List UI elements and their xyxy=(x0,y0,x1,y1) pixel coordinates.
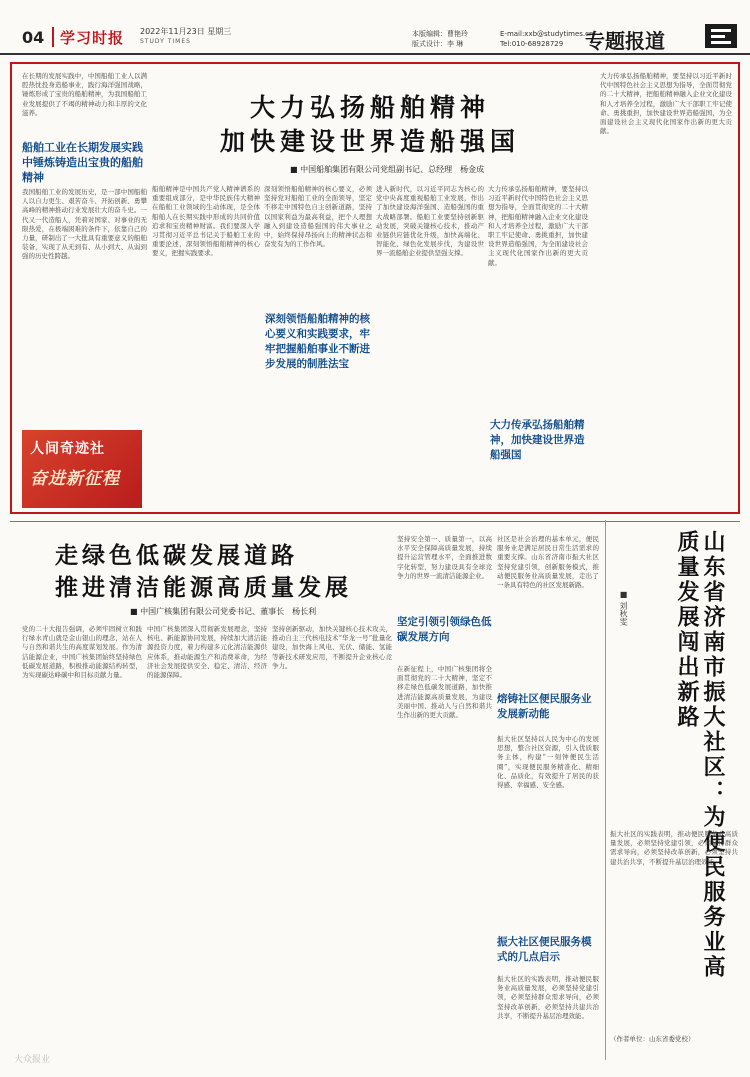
page-number: 04 xyxy=(22,28,45,47)
article3-footer-note: （作者单位：山东省委党校） xyxy=(610,1035,695,1043)
feature-body-6: 大力传承弘扬船舶精神，要坚持以习近平新时代中国特色社会主义思想为指导，全面贯彻党的二十大精神，把船舶精神融入企业文化建设和人才培养全过程，激励广大干部职工牢记使命、勇挑重担，加快建设世界造船强国，为全面建设社会主义现代化国家作出新的更大贡献。 xyxy=(488,185,588,267)
watermark: 大众报业 xyxy=(14,1055,51,1065)
article3-title: 山东省济南市振大社区：为便民服务业高质量发展闯出新路 xyxy=(674,530,726,980)
design-label: 版式设计：李 琳 xyxy=(412,40,464,48)
article3-subhead-2: 振大社区便民服务模式的几点启示 xyxy=(497,936,592,963)
article2-body-1: 党的二十大报告强调，必须牢固树立和践行绿水青山就是金山银山的理念，站在人与自然和谐共生的高度谋划发展。作为清洁能源企业，中国广核集团始终坚持绿色低碳发展道路，积极推动能源结构转型，为实现碳达峰碳中和目标贡献力量。 xyxy=(22,625,142,680)
contact-info xyxy=(500,29,593,49)
article2-body-5: 在新征程上，中国广核集团将全面贯彻党的二十大精神，坚定不移走绿色低碳发展道路，加快推进清洁能源高质量发展，为建设美丽中国、推动人与自然和谐共生作出新的更大贡献。 xyxy=(397,665,492,720)
badge-line2: 奋进新征程 xyxy=(30,469,120,489)
header-separator xyxy=(52,27,54,47)
column-divider xyxy=(605,520,606,1060)
article2-title-line2: 推进清洁能源高质量发展 xyxy=(55,574,352,601)
feature-body-1: 在长期的发展实践中，中国船舶工业人以满腔热忱投身造船事业，践行海洋强国战略，锤炼形成了宝贵的船舶精神，为我国船舶工业发展提供了不竭的精神动力和丰厚的文化滋养。 xyxy=(22,72,147,117)
article2-body-2: 中国广核集团深入贯彻新发展理念，坚持核电、新能源协同发展，持续加大清洁能源投资力度，着力构建多元化清洁能源供应体系，推动能源生产和消费革命，为经济社会发展提供安全、稳定、清洁、经济的能源保障。 xyxy=(147,625,267,680)
feature-subhead-2: 深刻领悟船舶精神的核心要义和实践要求，牢牢把握船舶事业不断进步发展的制胜法宝 xyxy=(265,313,370,370)
article3-body-3: 振大社区的实践表明，推动便民服务业高质量发展，必须坚持党建引领，必须坚持群众需求导向，必须坚持改革创新，必须坚持共建共治共享，不断提升基层治理效能。 xyxy=(497,975,599,1020)
article3-body-3b: 振大社区的实践表明，推动便民服务业高质量发展，必须坚持党建引领，必须坚持群众需求导向，必须坚持改革创新，必须坚持共建共治共享，不断提升基层治理效能。 xyxy=(610,830,738,866)
article3-subhead-1: 熔铸社区便民服务业发展新动能 xyxy=(497,693,592,720)
article3-body-2: 振大社区坚持以人民为中心的发展思想，整合社区资源，引入优质服务主体，构建“一刻钟便民生活圈”，实现便民服务精准化、精细化、品质化，有效提升了居民的获得感、幸福感、安全感。 xyxy=(497,735,599,790)
feature-subhead-3: 大力传承弘扬船舶精神，加快建设世界造船强国 xyxy=(490,419,585,461)
article3-author: ■ 刘秋雯 xyxy=(619,590,628,626)
article3-body-1: 社区是社会治理的基本单元，便民服务业是满足居民日常生活需求的重要支撑。山东省济南市振大社区坚持党建引领，创新服务模式，推动便民服务业高质量发展，走出了一条具有特色的社区发展新路。 xyxy=(497,535,599,590)
section-logo-icon xyxy=(705,24,737,48)
newspaper-brand: 学习时报 xyxy=(60,29,125,47)
feature-title-line1: 大力弘扬船舶精神 xyxy=(249,93,490,122)
article2-subhead-1: 坚定引领引领绿色低碳发展方向 xyxy=(397,616,492,643)
email-text: E-mail:xxb@studytimes.cn xyxy=(500,30,594,38)
issue-date: 2022年11月23日 星期三 xyxy=(140,27,232,36)
editor-info xyxy=(412,29,468,49)
article2-body-4: 坚持安全第一、质量第一，以高水平安全保障高质量发展，持续提升运营管理水平，全面推进数字化转型，努力建设具有全球竞争力的世界一流清洁能源企业。 xyxy=(397,535,492,580)
feature-body-2: 我国船舶工业的发展历史，是一部中国船舶人以自力更生、艰苦奋斗、开拓创新、勇攀高峰的精神推动行业发展壮大的奋斗史。一代又一代造船人，凭着对国家、对事业的无限热爱，在极端困难的条件下，依靠自己的力量，研制出了一大批具有重要意义的船舶装备，实现了从无到有、从小到大、从弱到强的历史性跨越。 xyxy=(22,188,147,261)
feature-body-5: 进入新时代，以习近平同志为核心的党中央高度重视船舶工业发展，作出了加快建设海洋强国、造船强国的重大战略部署。船舶工业要坚持创新驱动发展，突破关键核心技术，推动产业链供应链优化升级，加快高端化、智能化、绿色化发展步伐，为建设世界一流船舶企业提供坚强支撑。 xyxy=(376,185,484,258)
feature-title-line2: 加快建设世界造船强国 xyxy=(219,127,520,156)
feature-author: ■ 中国船舶集团有限公司党组副书记、总经理 杨金成 xyxy=(290,165,485,174)
article2-author: ■ 中国广核集团有限公司党委书记、董事长 杨长利 xyxy=(130,607,317,616)
header-rule xyxy=(0,53,750,55)
feature-body-4: 深刻领悟船舶精神的核心要义，必须坚持党对船舶工业的全面领导，坚定不移走中国特色自主创新道路，坚持以国家利益为最高利益，把个人理想融入到建设造船强国的伟大事业之中，始终保持昂扬向上的精神状态和奋发有为的工作作风。 xyxy=(264,185,372,249)
editor-label: 本版编辑：曹艳玲 xyxy=(412,30,468,38)
feature-body-3: 船舶精神是中国共产党人精神谱系的重要组成部分，是中华民族伟大精神在船舶工业领域的生动体现，是全体船舶人在长期实践中形成的共同价值追求和宝贵精神财富。我们要深入学习贯彻习近平总书记关于船舶工业的重要论述，深刻领悟船舶精神的核心要义，把握实践要求。 xyxy=(152,185,260,258)
feature-body-6b: 大力传承弘扬船舶精神，要坚持以习近平新时代中国特色社会主义思想为指导，全面贯彻党的二十大精神，把船舶精神融入企业文化建设和人才培养全过程，激励广大干部职工牢记使命、勇挑重担，加快建设世界造船强国，为全面建设社会主义现代化国家作出新的更大贡献。 xyxy=(600,72,732,136)
article2-title-line1: 走绿色低碳发展道路 xyxy=(55,542,298,569)
section-divider xyxy=(10,521,740,522)
article2-body-3: 坚持创新驱动，加快关键核心技术攻关，推动自主三代核电技术“华龙一号”批量化建设，加快海上风电、光伏、储能、氢能等新技术研发应用，不断提升企业核心竞争力。 xyxy=(272,625,392,670)
badge-line1: 人间奇迹社 xyxy=(30,441,105,457)
phone-text: Tel:010-68928729 xyxy=(500,40,564,48)
section-title: 专题报道 xyxy=(585,29,665,53)
feature-subhead-1: 船舶工业在长期发展实践中锤炼铸造出宝贵的船舶精神 xyxy=(22,141,143,184)
brand-english: STUDY TIMES xyxy=(140,38,191,45)
